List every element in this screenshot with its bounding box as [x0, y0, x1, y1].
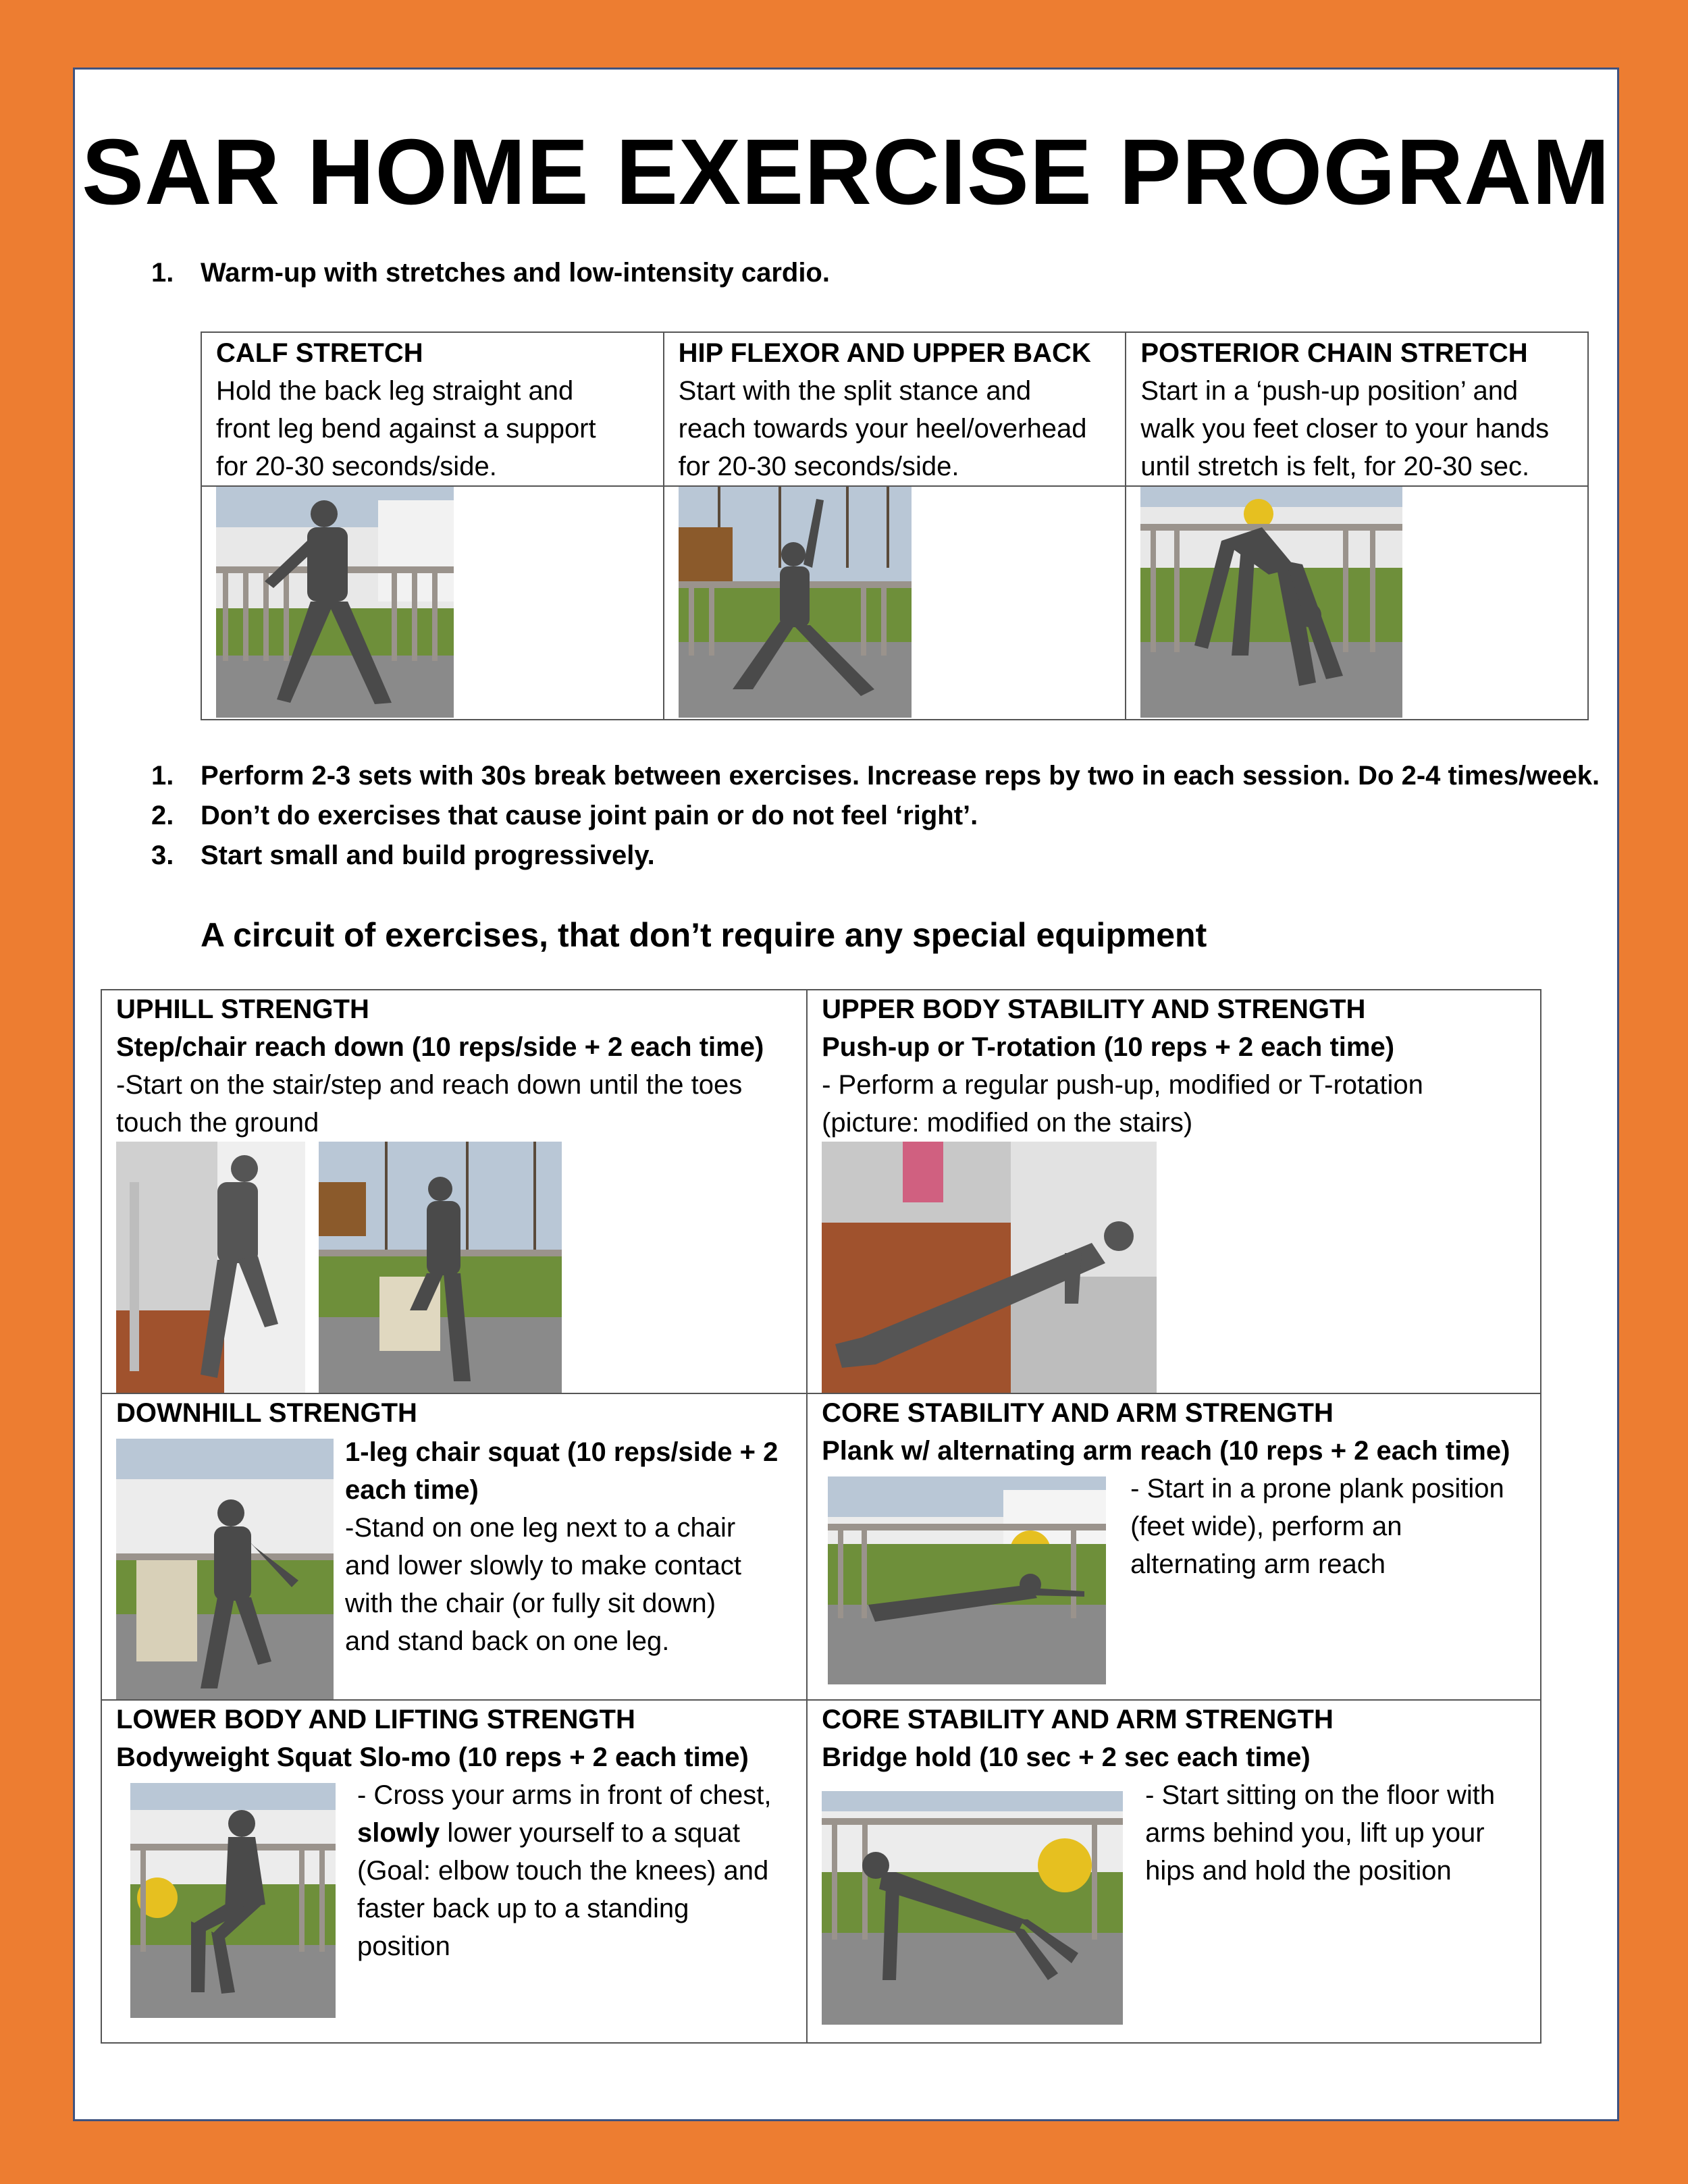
- core-arm-text: - Start in a prone plank position (feet wide), perform an alternating arm reach: [1130, 1474, 1504, 1579]
- exercise-category: UPHILL STRENGTH: [116, 994, 369, 1024]
- list-number: 1.: [151, 761, 174, 791]
- exercise-cell-lower-body: [101, 1700, 807, 2043]
- list-text: Start small and build progressively.: [201, 841, 655, 870]
- stretch-cell: HIP FLEXOR AND UPPER BACK Start with the split stance and reach towards your heel/overhead for 20-30 seconds/side.: [664, 332, 1126, 486]
- chair-squat-photo: [116, 1439, 334, 1699]
- list-number: 3.: [151, 841, 174, 870]
- exercise-name: Plank w/ alternating arm reach (10 reps + 2 each time): [822, 1436, 1510, 1466]
- guideline-item: [151, 839, 1232, 873]
- exercise-cell-uphill: UPHILL STRENGTH Step/chair reach down (10 reps/side + 2 each time) -Start on the stair/step and reach down until the toes touch the ground: [101, 990, 807, 1393]
- exercise-name: Step/chair reach down (10 reps/side + 2 each time): [116, 1032, 764, 1062]
- stretch-photo-cell: [664, 486, 1126, 720]
- exercise-cell-core-bridge: [807, 1700, 1541, 2043]
- bridge-hold-photo: [822, 1791, 1123, 2025]
- stretch-title: HIP FLEXOR AND UPPER BACK: [678, 338, 1091, 368]
- step-reach-photo-1: [116, 1142, 305, 1393]
- downhill-text: 1-leg chair squat (10 reps/side + 2 each time) -Stand on one leg next to a chair and lower slowly to make contact with the chair (or fully sit down) and stand back on one leg.: [345, 1433, 778, 1660]
- step-reach-photo-2: [319, 1142, 562, 1393]
- stretch-cell: CALF STRETCH Hold the back leg straight and front leg bend against a support for 20-30 seconds/side.: [201, 332, 664, 486]
- core-bridge-text: - Start sitting on the floor with arms behind you, lift up your hips and hold the position: [1145, 1780, 1496, 1886]
- exercise-name: Push-up or T-rotation (10 reps + 2 each time): [822, 1032, 1395, 1062]
- stretch-cell: POSTERIOR CHAIN STRETCH Start in a ‘push-up position’ and walk you feet closer to your hands until stretch is felt, for 20-30 sec.: [1126, 332, 1588, 486]
- stretch-table: [201, 331, 1589, 720]
- exercise-category: CORE STABILITY AND ARM STRENGTH: [822, 1705, 1334, 1734]
- exercise-category: CORE STABILITY AND ARM STRENGTH: [822, 1398, 1334, 1428]
- exercise-name: Bridge hold (10 sec + 2 sec each time): [822, 1742, 1311, 1772]
- bodyweight-squat-photo: [130, 1783, 336, 2018]
- guideline-item: [151, 760, 1603, 793]
- exercise-cell-upper-body: UPPER BODY STABILITY AND STRENGTH Push-up or T-rotation (10 reps + 2 each time) - Perform a regular push-up, modified or T-rotation (picture: modified on the stairs): [807, 990, 1541, 1393]
- stretch-title: CALF STRETCH: [216, 338, 423, 368]
- lower-body-text: - Cross your arms in front of chest, slowly lower yourself to a squat (Goal: elbow touch the knees) and faster back up to a standing position: [357, 1780, 772, 1961]
- list-text: Don’t do exercises that cause joint pain or do not feel ‘right’.: [201, 801, 978, 830]
- exercise-name: 1-leg chair squat (10 reps/side + 2: [345, 1437, 779, 1467]
- stretch-photo-cell: [201, 486, 664, 720]
- list-number: 1.: [151, 258, 174, 288]
- list-text: Warm-up with stretches and low-intensity cardio.: [201, 258, 830, 288]
- posterior-chain-photo: [1140, 487, 1402, 718]
- exercise-category: UPPER BODY STABILITY AND STRENGTH: [822, 994, 1366, 1024]
- stretch-title: POSTERIOR CHAIN STRETCH: [1140, 338, 1528, 368]
- circuit-table: [101, 989, 1541, 2044]
- exercise-cell-core-arm: [807, 1393, 1541, 1700]
- emphasis-slowly: slowly: [357, 1818, 440, 1848]
- pushup-photo: [822, 1142, 1157, 1393]
- calf-stretch-photo: [216, 487, 454, 718]
- exercise-cell-downhill: [101, 1393, 807, 1700]
- exercise-name: Bodyweight Squat Slo-mo (10 reps + 2 each time): [116, 1742, 749, 1772]
- page-title: SAR HOME EXERCISE PROGRAM: [82, 120, 1610, 224]
- list-text: Perform 2-3 sets with 30s break between exercises. Increase reps by two in each session. Do 2-4 times/week.: [201, 761, 1600, 791]
- exercise-category: LOWER BODY AND LIFTING STRENGTH: [116, 1705, 635, 1734]
- circuit-heading: A circuit of exercises, that don’t require any special equipment: [201, 916, 1207, 954]
- warmup-item: [151, 257, 1232, 290]
- plank-reach-photo: [828, 1476, 1106, 1684]
- guideline-item: [151, 799, 1232, 833]
- list-number: 2.: [151, 801, 174, 830]
- hip-flexor-photo: [679, 487, 912, 718]
- stretch-photo-cell: [1126, 486, 1588, 720]
- document-page: [73, 68, 1619, 2121]
- exercise-category: DOWNHILL STRENGTH: [116, 1398, 417, 1428]
